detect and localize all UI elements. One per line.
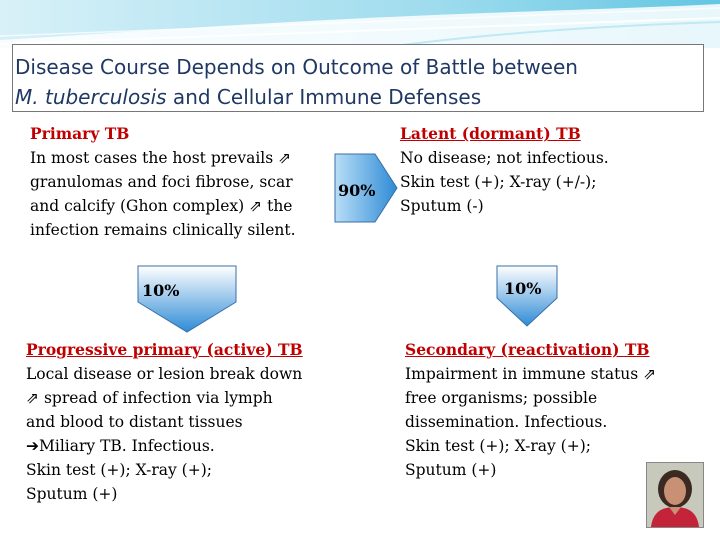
latent-line-1: No disease; not infectious. <box>400 149 609 167</box>
latent-line-2: Skin test (+); X-ray (+/-); <box>400 173 597 191</box>
progressive-line-5: Skin test (+); X-ray (+); <box>26 461 212 479</box>
causes-arrow-icon: ⇗ <box>249 197 263 215</box>
secondary-tb-heading: Secondary (reactivation) TB <box>405 340 650 359</box>
header-banner <box>0 0 720 48</box>
secondary-line-2: free organisms; possible <box>405 389 598 407</box>
secondary-tb-block <box>405 338 656 482</box>
progressive-line-4: ➔Miliary TB. Infectious. <box>26 437 215 455</box>
primary-line-1: In most cases the host prevails ⇗ <box>30 149 292 167</box>
banner-waves-graphic <box>0 0 720 48</box>
slide-title-line-1: Disease Course Depends on Outcome of Battle between <box>15 55 578 79</box>
primary-tb-block <box>30 122 296 242</box>
slide-title-line-2 <box>15 85 481 109</box>
latent-tb-block <box>400 122 609 218</box>
primary-line-2: granulomas and foci fibrose, scar <box>30 173 293 191</box>
progressive-tb-heading: Progressive primary (active) TB <box>26 340 303 359</box>
causes-arrow-icon: ⇗ <box>26 389 39 407</box>
leads-to-arrow-icon: ➔ <box>26 437 39 455</box>
progressive-line-2: ⇗ spread of infection via lymph <box>26 389 273 407</box>
secondary-line-5: Sputum (+) <box>405 461 497 479</box>
progressive-line-1: Local disease or lesion break down <box>26 365 303 383</box>
latent-tb-heading: Latent (dormant) TB <box>400 124 581 143</box>
organism-name: M. tuberculosis <box>15 85 167 109</box>
progressive-percentage-label: 10% <box>142 281 180 300</box>
latent-line-3: Sputum (-) <box>400 197 484 215</box>
progressive-line-6: Sputum (+) <box>26 485 118 503</box>
presenter-avatar-graphic <box>647 463 703 527</box>
secondary-line-1: Impairment in immune status ⇗ <box>405 365 657 383</box>
progressive-line-3: and blood to distant tissues <box>26 413 243 431</box>
secondary-line-3: dissemination. Infectious. <box>405 413 608 431</box>
primary-line-5: infection remains clinically silent. <box>30 221 296 239</box>
secondary-line-4: Skin test (+); X-ray (+); <box>405 437 591 455</box>
causes-arrow-icon: ⇗ <box>278 149 292 167</box>
latent-percentage-label: 90% <box>338 181 376 200</box>
secondary-percentage-label: 10% <box>504 279 542 298</box>
primary-tb-heading: Primary TB <box>30 124 130 143</box>
title-line-2-rest: and Cellular Immune Defenses <box>166 85 482 109</box>
causes-arrow-icon: ⇗ <box>643 365 657 383</box>
progressive-tb-block <box>26 338 303 506</box>
primary-line-3: and calcify (Ghon complex) ⇗ the <box>30 197 293 215</box>
presenter-photo <box>646 462 704 528</box>
slide-title-box <box>12 44 704 112</box>
